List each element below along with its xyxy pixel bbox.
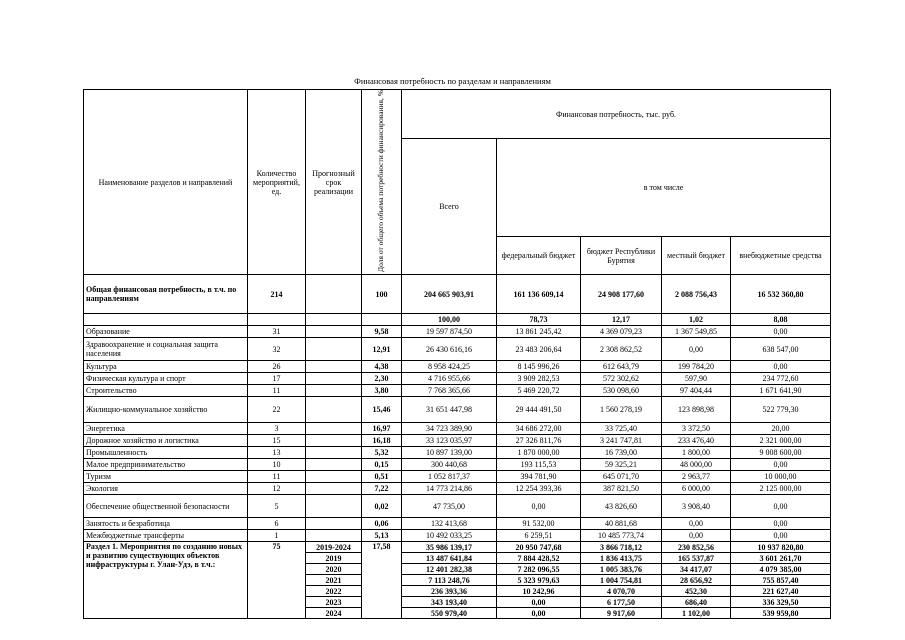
- section1-term: 2019-2024: [306, 542, 362, 553]
- section1-federal: 10 242,96: [497, 586, 581, 597]
- row-share: 0,06: [362, 518, 402, 530]
- row-local: 597,90: [662, 373, 731, 385]
- empty-cell: [362, 314, 402, 326]
- section1-local: 165 537,87: [662, 553, 731, 564]
- row-federal: 27 326 811,76: [497, 435, 581, 447]
- row-term: [306, 459, 362, 471]
- row-republic: 612 643,79: [581, 361, 662, 373]
- section1-republic: 1 005 383,76: [581, 564, 662, 575]
- header-local: местный бюджет: [662, 237, 731, 275]
- row-local: 2 963,77: [662, 471, 731, 483]
- direction-row: [84, 518, 831, 530]
- direction-row: [84, 397, 831, 423]
- row-count: 13: [248, 447, 306, 459]
- row-offbudget: 0,00: [731, 326, 831, 338]
- row-offbudget: 234 772,60: [731, 373, 831, 385]
- row-name: Физическая культура и спорт: [84, 373, 248, 385]
- row-federal: 13 861 245,42: [497, 326, 581, 338]
- row-federal: 193 115,53: [497, 459, 581, 471]
- section1-federal: 20 950 747,68: [497, 542, 581, 553]
- row-name: Жилищно-коммунальное хозяйство: [84, 397, 248, 423]
- row-federal: 29 444 491,50: [497, 397, 581, 423]
- row-count: 1: [248, 530, 306, 542]
- row-name: Дорожное хозяйство и логистика: [84, 435, 248, 447]
- section1-offbudget: 539 959,80: [731, 608, 831, 619]
- section1-republic: 1 004 754,81: [581, 575, 662, 586]
- row-term: [306, 338, 362, 361]
- section1-offbudget: 3 601 261,70: [731, 553, 831, 564]
- direction-row: [84, 435, 831, 447]
- section1-federal: 5 323 979,63: [497, 575, 581, 586]
- row-count: 26: [248, 361, 306, 373]
- direction-row: [84, 530, 831, 542]
- direction-row: [84, 471, 831, 483]
- direction-row: [84, 495, 831, 518]
- row-count: 5: [248, 495, 306, 518]
- row-offbudget: 0,00: [731, 459, 831, 471]
- section1-federal: 0,00: [497, 597, 581, 608]
- row-term: [306, 373, 362, 385]
- row-share: 4,38: [362, 361, 402, 373]
- row-share: 3,80: [362, 385, 402, 397]
- row-offbudget: 522 779,30: [731, 397, 831, 423]
- section1-republic: 3 866 718,12: [581, 542, 662, 553]
- page-title: Финансовая потребность по разделам и направлениям: [354, 76, 551, 86]
- row-offbudget: 638 547,00: [731, 338, 831, 361]
- direction-row: [84, 373, 831, 385]
- pct-federal: 78,73: [497, 314, 581, 326]
- section1-total: 7 113 248,76: [402, 575, 497, 586]
- section1-local: 1 102,00: [662, 608, 731, 619]
- header-federal: федеральный бюджет: [497, 237, 581, 275]
- header-total: Всего: [402, 139, 497, 275]
- general-percent-row: [84, 314, 831, 326]
- row-name: Строительство: [84, 385, 248, 397]
- row-local: 0,00: [662, 518, 731, 530]
- header-share: [362, 90, 402, 275]
- direction-row: [84, 423, 831, 435]
- row-term: [306, 326, 362, 338]
- row-count: 22: [248, 397, 306, 423]
- empty-cell: [84, 314, 248, 326]
- row-share: 2,30: [362, 373, 402, 385]
- row-term: [306, 423, 362, 435]
- row-offbudget: 1 671 641,90: [731, 385, 831, 397]
- row-local: 97 404,44: [662, 385, 731, 397]
- row-count: 3: [248, 423, 306, 435]
- row-total: 33 123 035,97: [402, 435, 497, 447]
- row-name: Экология: [84, 483, 248, 495]
- general-row: [84, 275, 831, 314]
- row-share: 5,32: [362, 447, 402, 459]
- row-federal: 394 781,90: [497, 471, 581, 483]
- row-federal: 91 532,00: [497, 518, 581, 530]
- row-local: 0,00: [662, 338, 731, 361]
- row-name: Туризм: [84, 471, 248, 483]
- section1-republic: 9 917,60: [581, 608, 662, 619]
- direction-row: [84, 385, 831, 397]
- row-local: 1 800,00: [662, 447, 731, 459]
- row-count: 12: [248, 483, 306, 495]
- row-offbudget: 2 125 000,00: [731, 483, 831, 495]
- section1-name: Раздел 1. Мероприятия по созданию новых и развитию существующих объектов инфраструктуры г. Улан-Удэ, в т.ч.:: [84, 542, 248, 619]
- row-count: 32: [248, 338, 306, 361]
- row-local: 123 898,98: [662, 397, 731, 423]
- section1-total: 550 979,40: [402, 608, 497, 619]
- row-share: 9,58: [362, 326, 402, 338]
- row-offbudget: 0,00: [731, 530, 831, 542]
- section1-offbudget: 221 627,40: [731, 586, 831, 597]
- section1-local: 28 656,92: [662, 575, 731, 586]
- pct-republic: 12,17: [581, 314, 662, 326]
- general-federal: 161 136 609,14: [497, 275, 581, 314]
- row-federal: 8 145 996,26: [497, 361, 581, 373]
- section1-local: 34 417,07: [662, 564, 731, 575]
- row-local: 233 476,40: [662, 435, 731, 447]
- row-offbudget: 0,00: [731, 361, 831, 373]
- financial-needs-table: [83, 89, 831, 619]
- row-total: 4 716 955,66: [402, 373, 497, 385]
- row-share: 16,18: [362, 435, 402, 447]
- header-name: Наименование разделов и направлений: [84, 90, 248, 275]
- row-total: 34 723 389,90: [402, 423, 497, 435]
- row-federal: 23 483 206,64: [497, 338, 581, 361]
- row-republic: 530 098,60: [581, 385, 662, 397]
- general-count: 214: [248, 275, 306, 314]
- row-federal: 3 909 282,53: [497, 373, 581, 385]
- row-local: 3 372,50: [662, 423, 731, 435]
- row-count: 11: [248, 471, 306, 483]
- row-republic: 59 325,21: [581, 459, 662, 471]
- section1-total: 13 487 641,84: [402, 553, 497, 564]
- pct-local: 1,02: [662, 314, 731, 326]
- row-federal: 6 259,51: [497, 530, 581, 542]
- row-name: Занятость и безработица: [84, 518, 248, 530]
- row-local: 199 784,20: [662, 361, 731, 373]
- row-total: 31 651 447,98: [402, 397, 497, 423]
- row-share: 0,15: [362, 459, 402, 471]
- section1-term: 2020: [306, 564, 362, 575]
- row-local: 6 000,00: [662, 483, 731, 495]
- direction-row: [84, 326, 831, 338]
- header-offbudget: внебюджетные средства: [731, 237, 831, 275]
- row-share: 12,91: [362, 338, 402, 361]
- section1-term: 2022: [306, 586, 362, 597]
- row-total: 47 735,00: [402, 495, 497, 518]
- row-share: 0,51: [362, 471, 402, 483]
- row-term: [306, 495, 362, 518]
- section1-term: 2019: [306, 553, 362, 564]
- section1-federal: 7 282 096,55: [497, 564, 581, 575]
- row-republic: 572 302,62: [581, 373, 662, 385]
- row-name: Энергетика: [84, 423, 248, 435]
- row-term: [306, 471, 362, 483]
- section1-term: 2021: [306, 575, 362, 586]
- row-name: Здравоохранение и социальная защита населения: [84, 338, 248, 361]
- general-name: Общая финансовая потребность, в т.ч. по направлениям: [84, 275, 248, 314]
- section1-republic: 6 177,50: [581, 597, 662, 608]
- row-share: 15,46: [362, 397, 402, 423]
- row-name: Малое предпринимательство: [84, 459, 248, 471]
- row-total: 1 052 817,37: [402, 471, 497, 483]
- row-republic: 3 241 747,81: [581, 435, 662, 447]
- row-count: 10: [248, 459, 306, 471]
- general-local: 2 088 756,43: [662, 275, 731, 314]
- row-total: 132 413,68: [402, 518, 497, 530]
- section1-term: 2024: [306, 608, 362, 619]
- general-total: 204 665 903,91: [402, 275, 497, 314]
- section1-federal: 7 884 428,52: [497, 553, 581, 564]
- row-share: 0,02: [362, 495, 402, 518]
- row-republic: 33 725,40: [581, 423, 662, 435]
- row-term: [306, 483, 362, 495]
- direction-row: [84, 361, 831, 373]
- row-offbudget: 2 321 000,00: [731, 435, 831, 447]
- section1-offbudget: 336 329,50: [731, 597, 831, 608]
- row-name: Обеспечение общественной безопасности: [84, 495, 248, 518]
- row-term: [306, 518, 362, 530]
- general-term: [306, 275, 362, 314]
- header-need: Финансовая потребность, тыс. руб.: [402, 90, 831, 139]
- row-republic: 10 485 773,74: [581, 530, 662, 542]
- header-count: Количество мероприятий, ед.: [248, 90, 306, 275]
- direction-row: [84, 483, 831, 495]
- section1-total: 35 986 139,17: [402, 542, 497, 553]
- section1-offbudget: 4 079 385,00: [731, 564, 831, 575]
- section1-republic: 1 836 413,75: [581, 553, 662, 564]
- section1-term: 2023: [306, 597, 362, 608]
- row-share: 5,13: [362, 530, 402, 542]
- row-name: Межбюджетные трансферты: [84, 530, 248, 542]
- general-republic: 24 908 177,60: [581, 275, 662, 314]
- row-count: 6: [248, 518, 306, 530]
- row-republic: 16 739,00: [581, 447, 662, 459]
- row-name: Образование: [84, 326, 248, 338]
- direction-row: [84, 459, 831, 471]
- row-share: 7,22: [362, 483, 402, 495]
- header-republic: бюджет Республики Бурятия: [581, 237, 662, 275]
- section1-offbudget: 10 937 820,80: [731, 542, 831, 553]
- section1-year-row: [84, 542, 831, 553]
- row-count: 15: [248, 435, 306, 447]
- row-total: 7 768 365,66: [402, 385, 497, 397]
- row-offbudget: 0,00: [731, 518, 831, 530]
- row-federal: 34 686 272,00: [497, 423, 581, 435]
- row-offbudget: 0,00: [731, 495, 831, 518]
- section1-share: 17,58: [362, 542, 402, 619]
- row-republic: 43 826,60: [581, 495, 662, 518]
- row-total: 300 440,68: [402, 459, 497, 471]
- section1-count: 75: [248, 542, 306, 619]
- row-local: 3 908,40: [662, 495, 731, 518]
- row-term: [306, 397, 362, 423]
- general-share: 100: [362, 275, 402, 314]
- section1-total: 343 193,40: [402, 597, 497, 608]
- row-term: [306, 435, 362, 447]
- row-name: Культура: [84, 361, 248, 373]
- row-total: 8 958 424,25: [402, 361, 497, 373]
- empty-cell: [248, 314, 306, 326]
- row-republic: 645 071,70: [581, 471, 662, 483]
- row-term: [306, 447, 362, 459]
- section1-republic: 4 070,70: [581, 586, 662, 597]
- direction-row: [84, 447, 831, 459]
- row-local: 48 000,00: [662, 459, 731, 471]
- pct-total: 100,00: [402, 314, 497, 326]
- section1-local: 686,40: [662, 597, 731, 608]
- row-local: 1 367 549,85: [662, 326, 731, 338]
- row-total: 19 597 874,50: [402, 326, 497, 338]
- row-local: 0,00: [662, 530, 731, 542]
- row-federal: 0,00: [497, 495, 581, 518]
- general-offbudget: 16 532 360,80: [731, 275, 831, 314]
- row-total: 10 492 033,25: [402, 530, 497, 542]
- header-including: в том числе: [497, 139, 831, 237]
- row-federal: 5 469 220,72: [497, 385, 581, 397]
- row-federal: 1 870 000,00: [497, 447, 581, 459]
- section1-federal: 0,00: [497, 608, 581, 619]
- row-count: 11: [248, 385, 306, 397]
- section1-total: 12 401 282,38: [402, 564, 497, 575]
- row-offbudget: 10 000,00: [731, 471, 831, 483]
- section1-local: 230 852,56: [662, 542, 731, 553]
- section1-offbudget: 755 857,40: [731, 575, 831, 586]
- row-term: [306, 361, 362, 373]
- section1-local: 452,30: [662, 586, 731, 597]
- header-share-text: Доля от общего объема потребности финансирования, %: [376, 90, 386, 272]
- row-total: 10 897 139,00: [402, 447, 497, 459]
- row-term: [306, 530, 362, 542]
- empty-cell: [306, 314, 362, 326]
- row-share: 16,97: [362, 423, 402, 435]
- pct-offbudget: 8,08: [731, 314, 831, 326]
- row-republic: 4 369 079,23: [581, 326, 662, 338]
- row-republic: 2 308 862,52: [581, 338, 662, 361]
- row-name: Промышленность: [84, 447, 248, 459]
- row-federal: 12 254 393,36: [497, 483, 581, 495]
- row-republic: 40 881,68: [581, 518, 662, 530]
- direction-row: [84, 338, 831, 361]
- row-offbudget: 20,00: [731, 423, 831, 435]
- row-offbudget: 9 008 600,00: [731, 447, 831, 459]
- row-republic: 1 560 278,19: [581, 397, 662, 423]
- row-republic: 387 821,50: [581, 483, 662, 495]
- header-term: Прогнозный срок реализации: [306, 90, 362, 275]
- row-count: 17: [248, 373, 306, 385]
- section1-total: 236 393,36: [402, 586, 497, 597]
- row-term: [306, 385, 362, 397]
- row-count: 31: [248, 326, 306, 338]
- row-total: 26 430 616,16: [402, 338, 497, 361]
- row-total: 14 773 214,86: [402, 483, 497, 495]
